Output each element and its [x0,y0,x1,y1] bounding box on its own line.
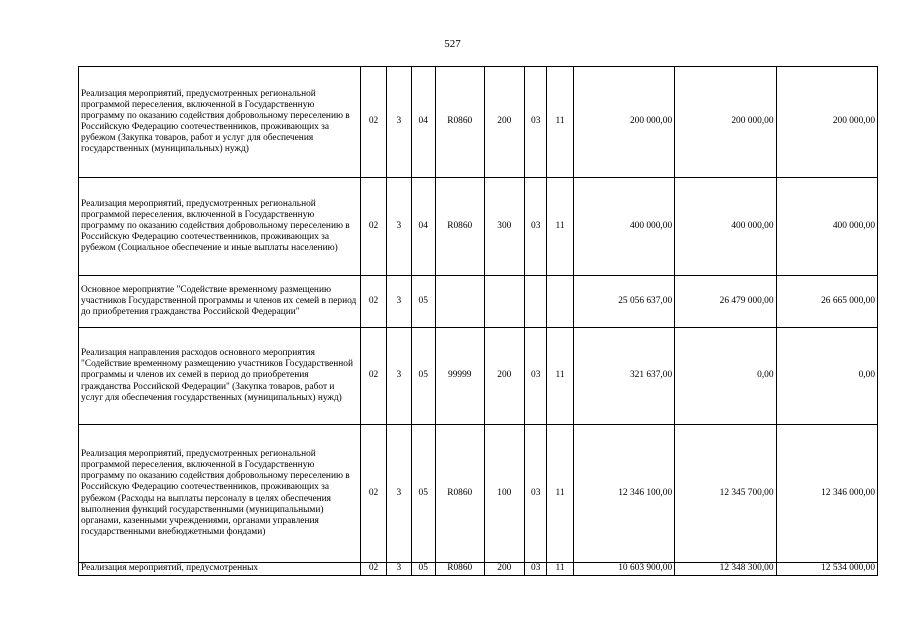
amount-year-1: 25 056 637,00 [573,276,674,328]
code-direction [435,276,484,328]
table-row [79,67,878,178]
table-row [79,178,878,276]
code-section: 03 [525,563,547,576]
amount-year-3: 12 534 000,00 [776,563,877,576]
amount-year-2: 0,00 [675,328,776,425]
code-event: 04 [411,67,435,178]
code-expense-type: 100 [484,425,525,563]
code-subprogram: 3 [387,425,411,563]
row-description: Реализация мероприятий, предусмотренных региональной программой переселения, включенной в Государственную программу по оказанию содействия добровольному переселению в Российскую Федерацию соотечественников, проживающих за рубежом (Закупка товаров, работ и услуг для обеспечения государственных (муниципальных) нужд) [79,67,361,178]
amount-year-3: 26 665 000,00 [776,276,877,328]
code-subsection: 11 [547,425,573,563]
amount-year-3: 12 346 000,00 [776,425,877,563]
code-expense-type: 300 [484,178,525,276]
code-section: 03 [525,425,547,563]
row-description: Реализация направления расходов основного мероприятия "Содействие временному размещению участников Государственной программы и членов их семей в период до приобретения гражданства Российской Федерации" (Закупка товаров, работ и услуг для обеспечения государственных (муниципальных) нужд) [79,328,361,425]
code-subprogram: 3 [387,328,411,425]
code-subprogram: 3 [387,563,411,576]
amount-year-1: 200 000,00 [573,67,674,178]
code-subprogram: 3 [387,67,411,178]
code-event: 05 [411,563,435,576]
amount-year-1: 400 000,00 [573,178,674,276]
code-subsection: 11 [547,328,573,425]
row-description: Реализация мероприятий, предусмотренных региональной программой переселения, включенной в Государственную программу по оказанию содействия добровольному переселению в Российскую Федерацию соотечественников, проживающих за рубежом (Расходы на выплаты персоналу в целях обеспечения выполнения функций государственными (муниципальными) органами, казенными учреждениями, органами управления государственными внебюджетными фондами) [79,425,361,563]
code-section: 03 [525,178,547,276]
code-ministry: 02 [360,276,386,328]
table-row [79,276,878,328]
code-section: 03 [525,67,547,178]
code-expense-type: 200 [484,328,525,425]
table-row [79,563,878,576]
code-subsection: 11 [547,178,573,276]
code-subprogram: 3 [387,276,411,328]
code-ministry: 02 [360,67,386,178]
amount-year-1: 10 603 900,00 [573,563,674,576]
amount-year-2: 200 000,00 [675,67,776,178]
amount-year-2: 12 345 700,00 [675,425,776,563]
code-event: 05 [411,276,435,328]
code-expense-type [484,276,525,328]
code-ministry: 02 [360,328,386,425]
code-section: 03 [525,328,547,425]
code-expense-type: 200 [484,67,525,178]
code-section [525,276,547,328]
code-event: 05 [411,328,435,425]
code-subprogram: 3 [387,178,411,276]
code-ministry: 02 [360,425,386,563]
amount-year-1: 12 346 100,00 [573,425,674,563]
amount-year-1: 321 637,00 [573,328,674,425]
row-description: Реализация мероприятий, предусмотренных [79,563,361,576]
code-direction: R0860 [435,67,484,178]
code-ministry: 02 [360,178,386,276]
code-ministry: 02 [360,563,386,576]
amount-year-2: 400 000,00 [675,178,776,276]
code-subsection: 11 [547,67,573,178]
code-direction: R0860 [435,178,484,276]
table-row [79,328,878,425]
row-description: Реализация мероприятий, предусмотренных региональной программой переселения, включенной в Государственную программу по оказанию содействия добровольному переселению в Российскую Федерацию соотечественников, проживающих за рубежом (Социальное обеспечение и иные выплаты населению) [79,178,361,276]
amount-year-3: 0,00 [776,328,877,425]
code-subsection [547,276,573,328]
code-direction: R0860 [435,563,484,576]
amount-year-2: 12 348 300,00 [675,563,776,576]
budget-table [78,66,878,576]
code-direction: 99999 [435,328,484,425]
row-description: Основное мероприятие "Содействие временному размещению участников Государственной программы и членов их семей в период до приобретения гражданства Российской Федерации" [79,276,361,328]
code-direction: R0860 [435,425,484,563]
code-expense-type: 200 [484,563,525,576]
amount-year-3: 400 000,00 [776,178,877,276]
code-subsection: 11 [547,563,573,576]
page-number: 527 [444,38,461,50]
amount-year-3: 200 000,00 [776,67,877,178]
amount-year-2: 26 479 000,00 [675,276,776,328]
table-row [79,425,878,563]
code-event: 04 [411,178,435,276]
code-event: 05 [411,425,435,563]
